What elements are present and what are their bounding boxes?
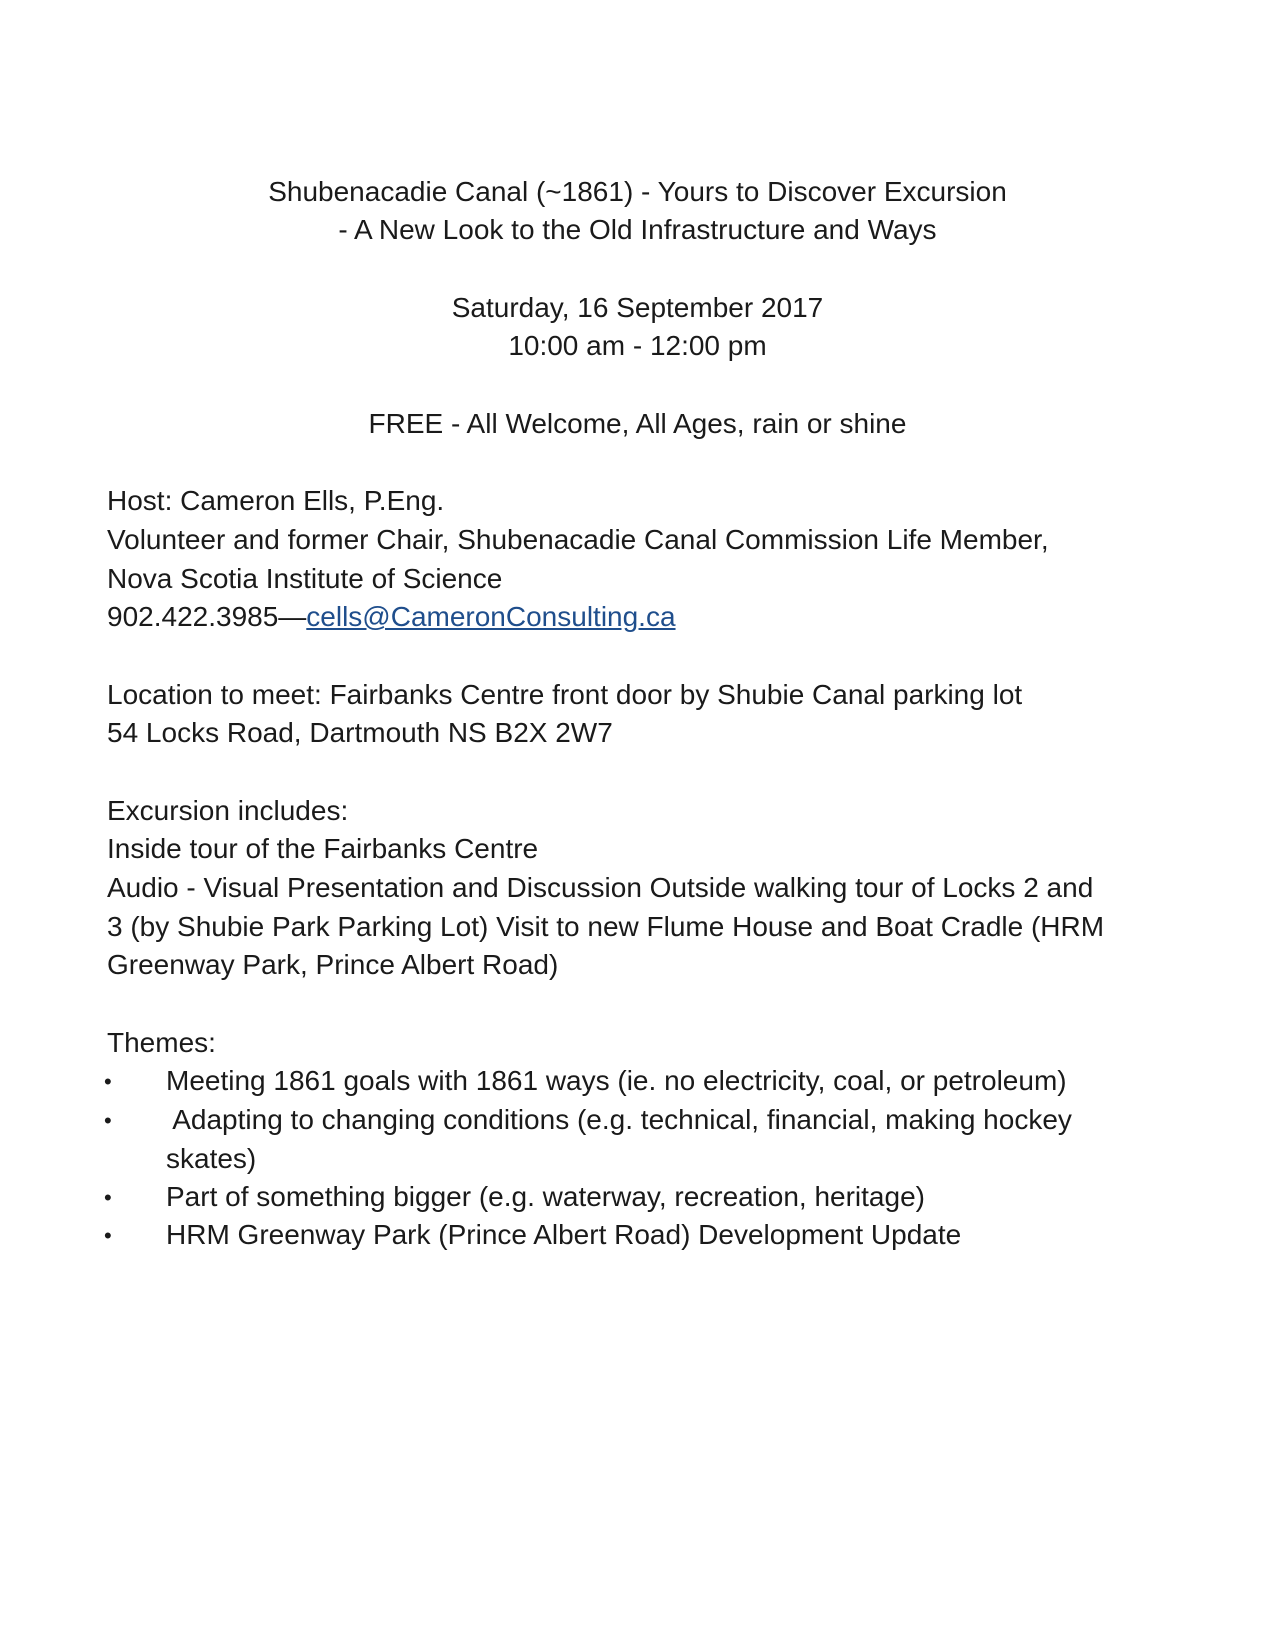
themes-heading: Themes:	[107, 1027, 216, 1058]
excursion-line-4: Greenway Park, Prince Albert Road)	[107, 949, 559, 980]
location-address: 54 Locks Road, Dartmouth NS B2X 2W7	[107, 717, 613, 748]
host-affiliation: Volunteer and former Chair, Shubenacadie Canal Commission Life Member,	[107, 524, 1049, 555]
host-name: Host: Cameron Ells, P.Eng.	[107, 485, 445, 516]
bullet-icon: •	[104, 1069, 112, 1094]
host-email-link[interactable]: cells@CameronConsulting.ca	[306, 601, 676, 632]
bullet-icon: •	[104, 1185, 112, 1210]
theme-item: Adapting to changing conditions (e.g. technical, financial, making hockey	[166, 1104, 1072, 1135]
excursion-line-3: 3 (by Shubie Park Parking Lot) Visit to new Flume House and Boat Cradle (HRM	[107, 911, 1105, 942]
title-line-1: Shubenacadie Canal (~1861) - Yours to Discover Excursion	[268, 176, 1007, 207]
bullet-icon: •	[104, 1223, 112, 1248]
excursion-line-1: Inside tour of the Fairbanks Centre	[107, 833, 539, 864]
excursion-heading: Excursion includes:	[107, 795, 349, 826]
theme-item: Part of something bigger (e.g. waterway, recreation, heritage)	[166, 1181, 925, 1212]
bullet-icon: •	[104, 1108, 112, 1133]
host-contact	[107, 597, 676, 637]
excursion-line-2: Audio - Visual Presentation and Discussion Outside walking tour of Locks 2 and	[107, 872, 1094, 903]
title-line-2: - A New Look to the Old Infrastructure and Ways	[338, 214, 937, 245]
host-institute: Nova Scotia Institute of Science	[107, 563, 503, 594]
admission-note: FREE - All Welcome, All Ages, rain or shine	[368, 408, 907, 439]
theme-item-continued: skates)	[166, 1143, 257, 1174]
location-line-1: Location to meet: Fairbanks Centre front door by Shubie Canal parking lot	[107, 679, 1023, 710]
event-date: Saturday, 16 September 2017	[451, 292, 824, 323]
theme-item: HRM Greenway Park (Prince Albert Road) Development Update	[166, 1219, 962, 1250]
theme-item: Meeting 1861 goals with 1861 ways (ie. no electricity, coal, or petroleum)	[166, 1065, 1067, 1096]
host-phone: 902.422.3985—	[107, 601, 307, 632]
event-time: 10:00 am - 12:00 pm	[508, 330, 767, 361]
